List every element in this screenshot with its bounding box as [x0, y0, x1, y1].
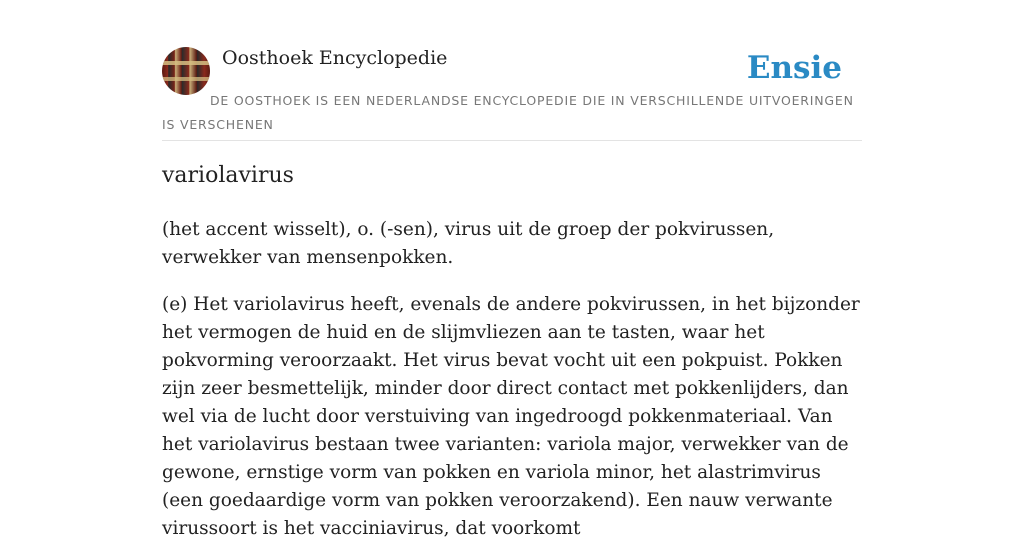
- site-name[interactable]: Oosthoek Encyclopedie: [222, 47, 448, 69]
- tagline: DE OOSTHOEK IS EEN NEDERLANDSE ENCYCLOPEDIE DIE IN VERSCHILLENDE UITVOERINGEN IS VERSCHENEN: [162, 93, 854, 132]
- article-paragraph: (e) Het variolavirus heeft, evenals de andere pokvirussen, in het bijzonder het vermogen de huid en de slijmvliezen aan te tasten, waar het pokvorming veroorzaakt. Het virus bevat vocht uit een pokpuist. Pokken zijn zeer besmettelijk, minder door direct contact met pokkenlijders, dan wel via de lucht door verstuiving van ingedroogd pokkenmateriaal. Van het variolavirus bestaan twee varianten: variola major, verwekker van de gewone, ernstige vorm van pokken en variola minor, het alastrimvirus (een goedaardige vorm van pokken veroorzakend). Een nauw verwante virussoort is het vacciniavirus, dat voorkomt: [162, 294, 860, 539]
- page-title: variolavirus: [162, 163, 294, 188]
- article-paragraph: (het accent wisselt), o. (-sen), virus uit de groep der pokvirussen, verwekker van mensenpokken.: [162, 219, 775, 268]
- page-container: [162, 0, 862, 539]
- brand-logo[interactable]: Ensie: [746, 50, 842, 86]
- avatar[interactable]: [162, 47, 210, 95]
- header: [162, 0, 862, 141]
